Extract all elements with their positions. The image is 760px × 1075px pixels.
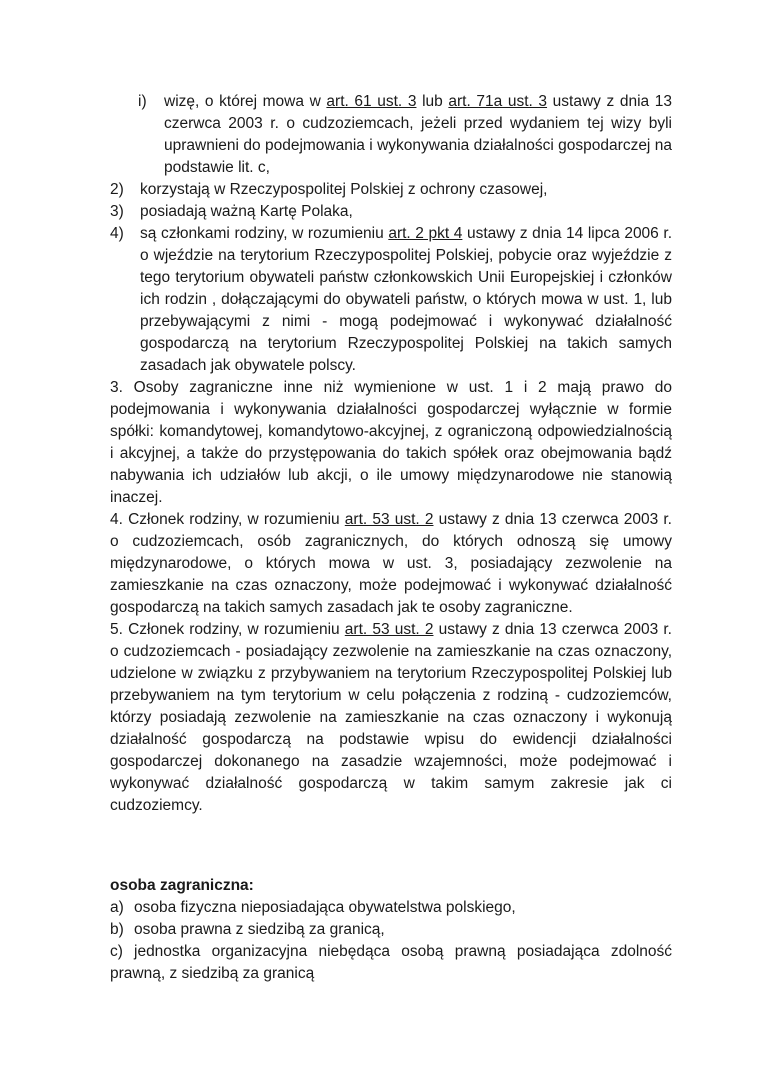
list-item-label: i) bbox=[138, 93, 147, 110]
list-item-text: są członkami rodziny, w rozumieniu art. 2 pkt 4 ustawy z dnia 14 lipca 2006 r. o wjeździe na terytorium Rzeczypospolitej Polskiej, pobycie oraz wyjeździe z tego terytorium obywateli państw członkowskich Unii Europejskiej i członków ich rodzin , dołączającymi do obywateli państw, o których mowa w ust. 1, lub przebywającymi z nimi - mogą podejmować i wykonywać działalność gospodarczą na terytorium Rzeczypospolitej Polskiej na takich samych zasadach jak obywatele polscy. bbox=[140, 225, 672, 374]
definition-heading: osoba zagraniczna: bbox=[110, 877, 254, 894]
list-item-label: 2) bbox=[110, 181, 124, 198]
list-item-text: osoba fizyczna nieposiadająca obywatelstwa polskiego, bbox=[134, 899, 516, 916]
list-item-text: korzystają w Rzeczypospolitej Polskiej z ochrony czasowej, bbox=[140, 181, 548, 198]
list-item-text: osoba prawna z siedzibą za granicą, bbox=[134, 921, 385, 938]
paragraph-3: 3. Osoby zagraniczne inne niż wymienione w ust. 1 i 2 mają prawo do podejmowania i wykonywania działalności gospodarczej wyłącznie w formie spółki: komandytowej, komandytowo-akcyjnej, z ograniczoną odpowiedzialnością i akcyjnej, a także do przystępowania do takich spółek oraz obejmowania bądź nabywania ich udziałów lub akcji, o ile umowy międzynarodowe nie stanowią inaczej. bbox=[110, 379, 672, 506]
list-item-label: b) bbox=[110, 921, 124, 938]
definition-item-c bbox=[110, 941, 672, 985]
document-page bbox=[110, 91, 672, 985]
list-item-text: wizę, o której mowa w art. 61 ust. 3 lub art. 71a ust. 3 ustawy z dnia 13 czerwca 2003 r. o cudzoziemcach, jeżeli przed wydaniem tej wizy byli uprawnieni do podejmowania i wykonywania działalności gospodarczej na podstawie lit. c, bbox=[164, 93, 672, 176]
definition-item-a bbox=[110, 897, 672, 919]
law-reference-link[interactable]: art. 53 ust. 2 bbox=[344, 511, 434, 528]
definition-section bbox=[110, 875, 672, 985]
list-item-label: 4) bbox=[110, 225, 124, 242]
list-item-label: a) bbox=[110, 899, 124, 916]
list-item-label: 3) bbox=[110, 203, 124, 220]
law-reference-link[interactable]: art. 2 pkt 4 bbox=[388, 225, 463, 242]
paragraph-5: 5. Członek rodziny, w rozumieniu art. 53 ust. 2 ustawy z dnia 13 czerwca 2003 r. o cudzoziemcach - posiadający zezwolenie na zamieszkanie na czas oznaczony, udzielone w związku z przybywaniem na terytorium Rzeczypospolitej Polskiej lub przebywaniem na tym terytorium w celu połączenia z rodziną - cudzoziemców, którzy posiadają zezwolenie na zamieszkanie na czas oznaczony i wykonują działalność gospodarczą na podstawie wpisu do ewidencji działalności gospodarczej dokonanego na zasadzie wzajemności, może podejmować i wykonywać działalność gospodarczą w takim samym zakresie jak ci cudzoziemcy. bbox=[110, 621, 672, 814]
paragraph-4: 4. Członek rodziny, w rozumieniu art. 53 ust. 2 ustawy z dnia 13 czerwca 2003 r. o cudzoziemcach, osób zagranicznych, do których odnoszą się umowy międzynarodowe, o których mowa w ust. 3, posiadający zezwolenie na zamieszkanie na czas oznaczony, może podejmować i wykonywać działalność gospodarczą na takich samych zasadach jak te osoby zagraniczne. bbox=[110, 511, 672, 616]
list-item-label: c) bbox=[110, 943, 123, 960]
definition-item-b bbox=[110, 919, 672, 941]
list-item-text: jednostka organizacyjna niebędąca osobą prawną posiadająca zdolność prawną, z siedzibą za granicą bbox=[110, 943, 672, 982]
law-reference-link[interactable]: art. 61 ust. 3 bbox=[326, 93, 417, 110]
list-item-i bbox=[110, 91, 672, 179]
list-item-text: posiadają ważną Kartę Polaka, bbox=[140, 203, 353, 220]
law-reference-link[interactable]: art. 53 ust. 2 bbox=[344, 621, 434, 638]
law-reference-link[interactable]: art. 71a ust. 3 bbox=[448, 93, 548, 110]
list-item-2 bbox=[110, 179, 672, 201]
list-item-3 bbox=[110, 201, 672, 223]
list-item-4 bbox=[110, 223, 672, 377]
